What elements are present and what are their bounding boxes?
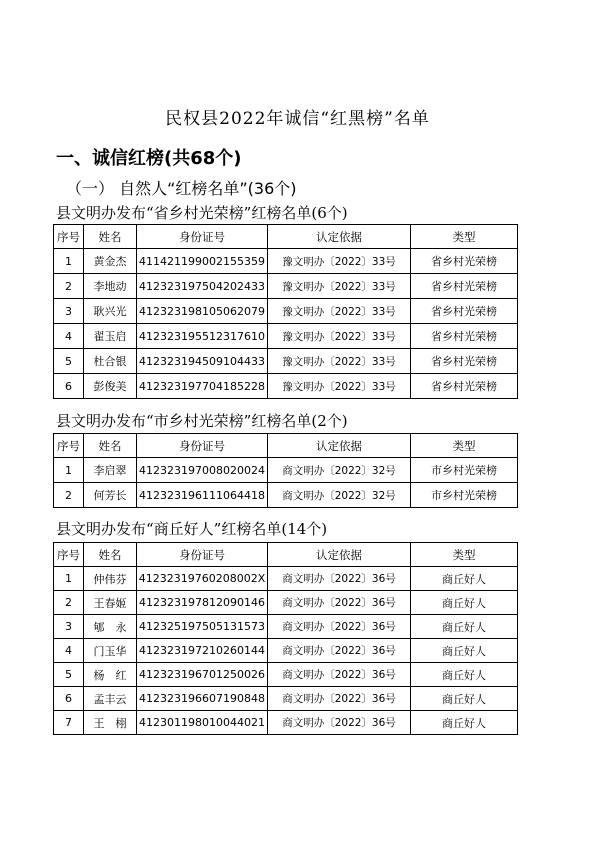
cell-name: 翟玉启 bbox=[84, 324, 137, 349]
cell-type: 商丘好人 bbox=[411, 687, 518, 711]
cell-seq: 7 bbox=[54, 711, 84, 735]
table-row bbox=[54, 274, 518, 299]
cell-name: 王春姬 bbox=[84, 591, 137, 615]
cell-type: 省乡村光荣榜 bbox=[411, 349, 518, 374]
cell-type: 省乡村光荣榜 bbox=[411, 249, 518, 274]
cell-seq: 2 bbox=[54, 591, 84, 615]
cell-id-number: 412323197812090146 bbox=[137, 591, 268, 615]
cell-seq: 5 bbox=[54, 349, 84, 374]
cell-name: 门玉华 bbox=[84, 639, 137, 663]
cell-basis: 豫文明办〔2022〕33号 bbox=[268, 374, 411, 399]
table-row bbox=[54, 249, 518, 274]
table-row bbox=[54, 663, 518, 687]
cell-seq: 3 bbox=[54, 615, 84, 639]
cell-id-number: 41232319810506207​9 bbox=[137, 299, 268, 324]
cell-type: 省乡村光荣榜 bbox=[411, 274, 518, 299]
cell-type: 省乡村光荣榜 bbox=[411, 324, 518, 349]
column-header-type: 类型 bbox=[411, 434, 518, 458]
column-header-id-number: 身份证号 bbox=[137, 543, 268, 567]
cell-seq: 3 bbox=[54, 299, 84, 324]
cell-seq: 6 bbox=[54, 687, 84, 711]
cell-basis: 豫文明办〔2022〕33号 bbox=[268, 349, 411, 374]
cell-basis: 豫文明办〔2022〕33号 bbox=[268, 249, 411, 274]
cell-basis: 商文明办〔2022〕36号 bbox=[268, 687, 411, 711]
table-header-row bbox=[54, 225, 518, 249]
table-header-row bbox=[54, 434, 518, 458]
table-shangqiu-good-people bbox=[53, 542, 518, 735]
table1-caption: 县文明办发布“省乡村光荣榜”红榜名单(6个) bbox=[56, 204, 348, 222]
cell-name: 王 栩 bbox=[84, 711, 137, 735]
cell-seq: 1 bbox=[54, 458, 84, 483]
column-header-basis: 认定依据 bbox=[268, 225, 411, 249]
cell-id-number: 41142119900215535​9 bbox=[137, 249, 268, 274]
table-header-row bbox=[54, 543, 518, 567]
table3-caption: 县文明办发布“商丘好人”红榜名单(14个) bbox=[56, 520, 328, 538]
cell-id-number: 412325197505131573 bbox=[137, 615, 268, 639]
cell-name: 郇 永 bbox=[84, 615, 137, 639]
table-row bbox=[54, 687, 518, 711]
cell-basis: 商文明办〔2022〕32号 bbox=[268, 458, 411, 483]
cell-id-number: 41232319551231761​0 bbox=[137, 324, 268, 349]
table-row bbox=[54, 299, 518, 324]
cell-seq: 1 bbox=[54, 249, 84, 274]
cell-name: 孟丰云 bbox=[84, 687, 137, 711]
cell-type: 省乡村光荣榜 bbox=[411, 374, 518, 399]
table-row bbox=[54, 567, 518, 591]
column-header-id-number: 身份证号 bbox=[137, 434, 268, 458]
table-row bbox=[54, 483, 518, 508]
table-city-honor-roll bbox=[53, 433, 518, 508]
cell-type: 商丘好人 bbox=[411, 567, 518, 591]
cell-id-number: 41232319760208002X bbox=[137, 567, 268, 591]
cell-type: 商丘好人 bbox=[411, 711, 518, 735]
cell-seq: 2 bbox=[54, 274, 84, 299]
cell-id-number: 412323196701250026 bbox=[137, 663, 268, 687]
table-row bbox=[54, 591, 518, 615]
column-header-name: 姓名 bbox=[84, 543, 137, 567]
cell-type: 市乡村光荣榜 bbox=[411, 483, 518, 508]
cell-id-number: 41232319750420243​3 bbox=[137, 274, 268, 299]
column-header-seq: 序号 bbox=[54, 434, 84, 458]
cell-name: 仲伟芬 bbox=[84, 567, 137, 591]
cell-type: 省乡村光荣榜 bbox=[411, 299, 518, 324]
cell-id-number: 412323196607190848 bbox=[137, 687, 268, 711]
cell-basis: 商文明办〔2022〕36号 bbox=[268, 663, 411, 687]
column-header-basis: 认定依据 bbox=[268, 434, 411, 458]
cell-name: 何芳长 bbox=[84, 483, 137, 508]
cell-name: 李地动 bbox=[84, 274, 137, 299]
section-heading: 一、诚信红榜(共68个) bbox=[56, 148, 242, 169]
column-header-name: 姓名 bbox=[84, 225, 137, 249]
cell-id-number: 412323197008020024 bbox=[137, 458, 268, 483]
cell-type: 商丘好人 bbox=[411, 663, 518, 687]
column-header-basis: 认定依据 bbox=[268, 543, 411, 567]
cell-name: 耿兴光 bbox=[84, 299, 137, 324]
column-header-seq: 序号 bbox=[54, 543, 84, 567]
cell-seq: 5 bbox=[54, 663, 84, 687]
cell-name: 彭俊美 bbox=[84, 374, 137, 399]
cell-basis: 商文明办〔2022〕36号 bbox=[268, 591, 411, 615]
cell-basis: 商文明办〔2022〕36号 bbox=[268, 567, 411, 591]
cell-basis: 豫文明办〔2022〕33号 bbox=[268, 299, 411, 324]
table2-caption: 县文明办发布“市乡村光荣榜”红榜名单(2个) bbox=[56, 412, 348, 430]
cell-type: 商丘好人 bbox=[411, 615, 518, 639]
table-row bbox=[54, 711, 518, 735]
table-row bbox=[54, 458, 518, 483]
cell-basis: 商文明办〔2022〕36号 bbox=[268, 639, 411, 663]
cell-id-number: 41232319770418522​8 bbox=[137, 374, 268, 399]
table-row bbox=[54, 324, 518, 349]
cell-name: 李启翠 bbox=[84, 458, 137, 483]
cell-seq: 4 bbox=[54, 639, 84, 663]
table-row bbox=[54, 639, 518, 663]
column-header-name: 姓名 bbox=[84, 434, 137, 458]
cell-type: 市乡村光荣榜 bbox=[411, 458, 518, 483]
cell-basis: 商文明办〔2022〕32号 bbox=[268, 483, 411, 508]
cell-seq: 6 bbox=[54, 374, 84, 399]
cell-basis: 商文明办〔2022〕36号 bbox=[268, 711, 411, 735]
cell-basis: 豫文明办〔2022〕33号 bbox=[268, 274, 411, 299]
cell-basis: 豫文明办〔2022〕33号 bbox=[268, 324, 411, 349]
table-row bbox=[54, 615, 518, 639]
document-title: 民权县2022年诚信“红黑榜”名单 bbox=[165, 109, 430, 129]
cell-name: 黄金杰 bbox=[84, 249, 137, 274]
column-header-id-number: 身份证号 bbox=[137, 225, 268, 249]
cell-seq: 1 bbox=[54, 567, 84, 591]
cell-id-number: 41232319450910443​3 bbox=[137, 349, 268, 374]
cell-seq: 4 bbox=[54, 324, 84, 349]
cell-name: 杨 红 bbox=[84, 663, 137, 687]
column-header-seq: 序号 bbox=[54, 225, 84, 249]
column-header-type: 类型 bbox=[411, 225, 518, 249]
column-header-type: 类型 bbox=[411, 543, 518, 567]
cell-id-number: 412301198010044021 bbox=[137, 711, 268, 735]
cell-id-number: 412323197210260144 bbox=[137, 639, 268, 663]
cell-type: 商丘好人 bbox=[411, 639, 518, 663]
table-row bbox=[54, 374, 518, 399]
cell-basis: 商文明办〔2022〕36号 bbox=[268, 615, 411, 639]
table-row bbox=[54, 349, 518, 374]
cell-seq: 2 bbox=[54, 483, 84, 508]
subsection-heading: （一） 自然人“红榜名单”(36个) bbox=[66, 179, 297, 198]
cell-id-number: 412323196111064418 bbox=[137, 483, 268, 508]
cell-type: 商丘好人 bbox=[411, 591, 518, 615]
table-provincial-honor-roll bbox=[53, 224, 518, 399]
cell-name: 杜合银 bbox=[84, 349, 137, 374]
